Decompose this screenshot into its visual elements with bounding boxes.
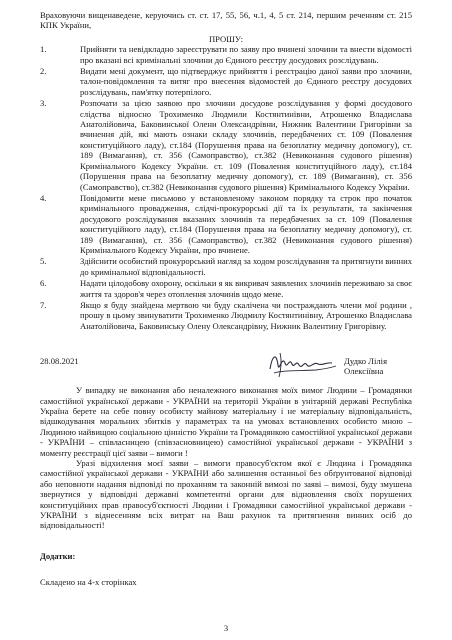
page-number: 3 [223,623,229,633]
liability-paragraph: У випадку не виконання або неналежного виконання моїх вимог Людини – Громадянки самостійної української держави - УКРАЇНИ на території України в унітарній державі Республіка Україна берете на себе повну особисту майнову матеріальну і не матеріальну відповідальність, відшкодування моральних збитків у параметрах та на умовах встановлених особисто мною – Людиною найвищою соціальною цінністю України та Громадянкою самостійної української держави - УКРАЇНИ – співласницею (співзасновницею) самостійної української держави - УКРАЇНИ з моменту реєстрації цієї заяви – вимоги ! [40,385,412,458]
request-item [40,44,412,65]
request-item [40,193,412,255]
intro-paragraph: Враховуючи вищенаведене, керуючись ст. ст. 17, 55, 56, ч.1, 4, 5 ст. 214, першим реченням ст. 215 КПК України, [40,10,412,31]
handwritten-signature [266,343,340,383]
request-number: 5. [40,256,47,267]
request-number: 6. [40,278,47,289]
signature-date: 28.08.2021 [40,356,79,367]
request-text: Надати цілодобову охорону, оскільки я як викривач заявлених злочинів переживаю за своє життя та здоров'я через отоплення злочинів щодо мене. [80,278,412,299]
request-number: 7. [40,299,47,310]
request-item [40,98,412,192]
request-list [40,44,412,331]
attachments-label: Додатки: [40,550,76,561]
request-text: Здійснити особистий прокурорський нагляд за ходом розслідування та притягнути винних до кримінальної відповідальності. [80,256,412,277]
request-number: 2. [40,66,47,77]
signature-block [40,343,412,385]
request-item [40,278,412,299]
request-item [40,300,412,331]
request-number: 4. [40,192,47,203]
request-item [40,66,412,97]
request-text: Розпочати за цією заявою про злочини досудове розслідування у формі досудового слідства відносно Трохименко Людмили Костянтинівни, Атрошенко Владислава Анатолійовича, Баковинської Олени Олександрівни, Нижник Валентини Григорівни за вчинення дій, які мають ознаки складу злочинів, передбачених ст. 109 (Повалення конституційного ладу), ст.184 (Порушення права на безоплатну медичну допомогу), ст. 189 (Вимагання), ст. 356 (Самоправство), ст.382 (Невиконання судового рішення) Кримінального Кодексу України. ст. 109 (Повалення конституційного ладу), ст.184 (Порушення права на безоплатну медичну допомогу), ст. 189 (Вимагання), ст. 356 (Самоправство), ст.382 (Невиконання судового рішення) Кримінального Кодексу України. [80,98,412,192]
request-text: Прийняти та невідкладно зареєструвати по заяву про вчинені злочини та внести відомості про вказані всі кримінальні злочини до Єдиного реєстру досудових розслідувань. [80,44,412,65]
pages-note: Складено на 4-х сторінках [40,576,137,587]
request-item [40,256,412,277]
request-title: ПРОШУ: [208,33,244,44]
signatory-name: Дудко Лілія Олексіївна [344,356,388,377]
request-number: 3. [40,98,47,109]
appeal-paragraph: Уразі відхилення моєї заяви – вимоги правосуб'єктом якої є Людина і Громадянка самостійної української держави - УКРАЇНИ або залишення останньої без обґрунтованої відповіді або неповноти надання відповіді по проханням та законній вимозі по заяві – вимозі, буду змушена звернутися у відповідні державні компетентні органи для відновлення своїх порушених конституційних прав правосуб'єктності Людини і Громадянки самостійної української держави - УКРАЇНИ з віднесенням всіх витрат на Ваш рахунок та притягнення винних осіб до відповідальності! [40,458,412,531]
request-text: Повідомити мене письмово у встановленому законом порядку та строк про початок кримінального провадження, слідчі-прокурорські дії та їх результати, та закінчення досудового розслідування вказаних злочинів та передбачених за ст. 109 (Повалення конституційного ладу), ст.184 (Порушення права на безоплатну медичну допомогу), ст. 189 (Вимагання), ст. 356 (Самоправство), ст.382 (Невиконання судового рішення) Кримінального Кодексу України, про вчинене. [80,192,412,255]
request-text: Видати мені документ, що підтверджує прийняття і реєстрацію даної заяви про злочини, талон-повідомлення та витяг про внесення відомостей до Єдиного реєстру досудових розслідувань, пам'ятку потерпілого. [80,66,412,97]
request-text: Якщо я буду знайдена мертвою чи буду скалічена чи постраждають члени мої родини , прошу в цьому звинуватити Трохименко Людмилу Костянтинівну, Атрошенко Владислава Анатолійовича, Баковинську Олену Олександрівну, Нижник Валентину Григорівну. [80,299,412,331]
request-number: 1. [40,44,47,55]
